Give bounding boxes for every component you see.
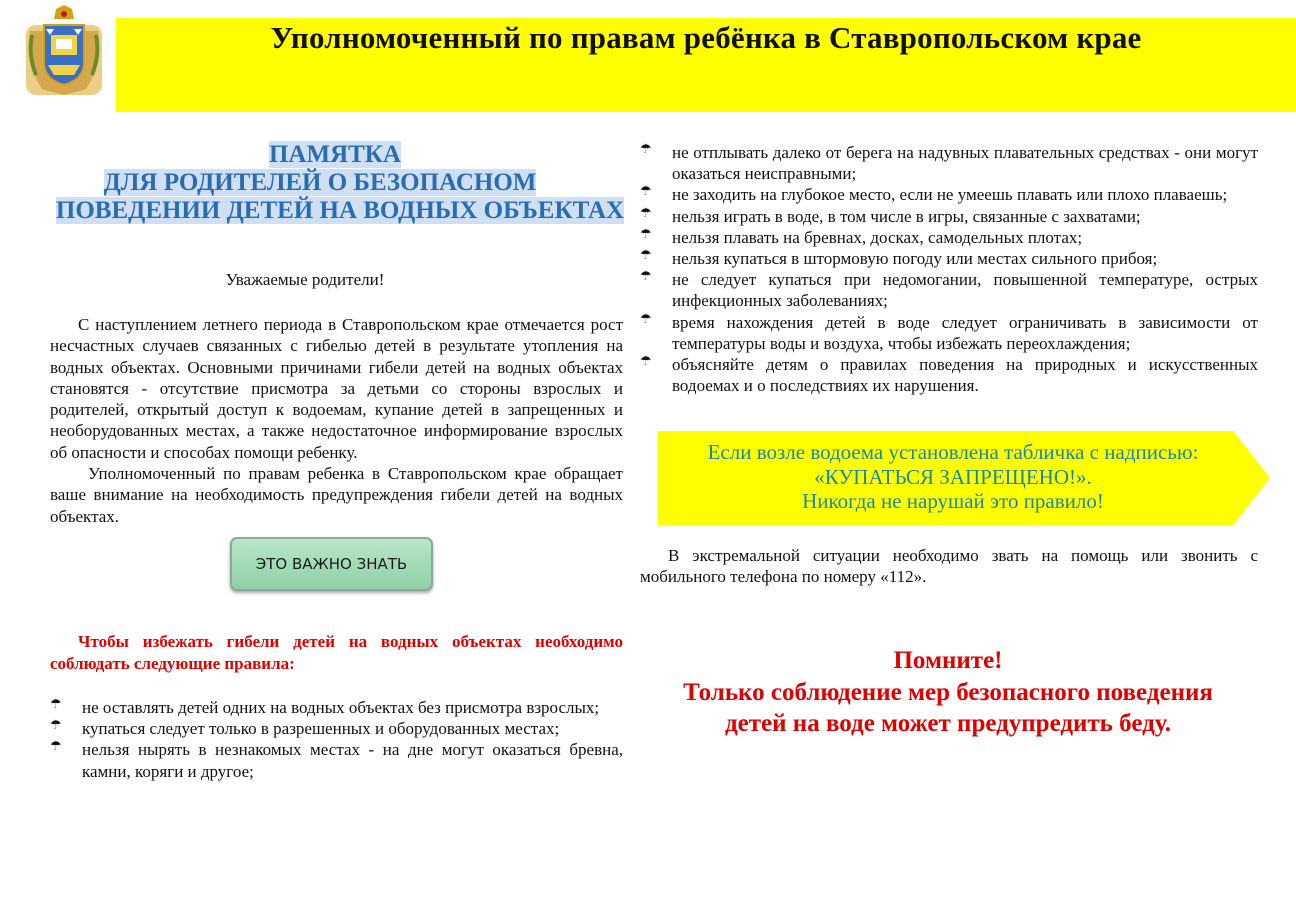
umbrella-bullet-icon: ☂	[640, 226, 652, 242]
list-item	[640, 206, 1258, 227]
list-item	[50, 739, 623, 781]
rule-text: нельзя плавать на бревнах, досках, самодельных плотах;	[672, 227, 1083, 247]
intro-paragraph: С наступлением летнего периода в Ставропольском крае отмечается рост несчастных случаев связанных с гибелью детей в результате утопления на водных объектах. Основными причинами гибели детей на водных объектах становятся - отсутствие присмотра за детьми со стороны взрослых и родителей, открытый доступ к водоемам, купание детей в запрещенных и необорудованных местах, а также недостаточное информирование взрослых об опасности и способах помощи ребенку.	[50, 315, 623, 462]
umbrella-bullet-icon: ☂	[640, 205, 652, 221]
important-to-know-button[interactable]: ЭТО ВАЖНО ЗНАТЬ	[230, 537, 433, 591]
list-item	[640, 354, 1258, 396]
list-item	[50, 697, 623, 718]
emergency-paragraph: В экстремальной ситуации необходимо звать на помощь или звонить с мобильного телефона по номеру «112».	[640, 546, 1258, 587]
list-item	[640, 227, 1258, 248]
rules-list-right	[640, 142, 1258, 396]
list-item	[640, 142, 1258, 184]
rule-text: не заходить на глубокое место, если не умеешь плавать или плохо плаваешь;	[672, 185, 1228, 205]
rule-text: объясняйте детям о правилах поведения на природных и искусственных водоемах и о последствиях их нарушения.	[672, 355, 1258, 396]
rule-text: не отплывать далеко от берега на надувных плавательных средствах - они могут оказаться неисправными;	[672, 143, 1258, 184]
coat-of-arms-icon	[24, 5, 104, 97]
sign-line-2: «КУПАТЬСЯ ЗАПРЕЩЕНО!».	[814, 464, 1092, 489]
rule-text: не следует купаться при недомогании, повышенной температуре, острых инфекционных заболеваниях;	[672, 270, 1258, 311]
umbrella-bullet-icon: ☂	[50, 697, 62, 712]
remember-line-3: детей на воде может предупредить беду.	[725, 710, 1171, 737]
sign-line-3: Никогда не нарушай это правило!	[802, 489, 1104, 513]
remember-line-2: Только соблюдение мер безопасного поведения	[683, 678, 1213, 706]
list-item	[640, 312, 1258, 354]
umbrella-bullet-icon: ☂	[640, 142, 652, 157]
rule-text: нельзя нырять в незнакомых местах - на дне могут оказаться бревна, камни, коряги и другое;	[82, 740, 623, 781]
memo-title	[40, 141, 630, 225]
remember-line-1: Помните!	[893, 647, 1003, 674]
rule-text: время нахождения детей в воде следует ограничивать в зависимости от температуры воды и воздуха, чтобы избежать переохлаждения;	[672, 312, 1258, 353]
umbrella-bullet-icon: ☂	[640, 184, 652, 200]
rules-list-left	[50, 697, 623, 782]
list-item	[640, 269, 1258, 311]
memo-title-line-2: ДЛЯ РОДИТЕЛЕЙ О БЕЗОПАСНОМ	[103, 169, 537, 196]
umbrella-bullet-icon: ☂	[640, 311, 652, 327]
rule-text: купаться следует только в разрешенных и оборудованных местах;	[82, 719, 560, 739]
rules-intro: Чтобы избежать гибели детей на водных объектах необходимо соблюдать следующие правила:	[50, 632, 623, 673]
umbrella-bullet-icon: ☂	[640, 269, 652, 285]
memo-title-line-1: ПАМЯТКА	[268, 141, 401, 168]
umbrella-bullet-icon: ☂	[640, 248, 652, 264]
umbrella-bullet-icon: ☂	[50, 739, 62, 755]
list-item	[640, 248, 1258, 269]
page-title: Уполномоченный по правам ребёнка в Ставропольском крае	[270, 20, 1142, 55]
memo-title-line-3: ПОВЕДЕНИИ ДЕТЕЙ НА ВОДНЫХ ОБЪЕКТАХ	[55, 197, 625, 224]
list-item	[640, 184, 1258, 205]
ombudsman-paragraph: Уполномоченный по правам ребенка в Ставропольском крае обращает ваше внимание на необходимость предупреждения гибели детей на водных объектах.	[50, 464, 623, 526]
rule-text: не оставлять детей одних на водных объектах без присмотра взрослых;	[82, 698, 600, 717]
umbrella-bullet-icon: ☂	[50, 718, 62, 734]
umbrella-bullet-icon: ☂	[640, 354, 652, 370]
rule-text: нельзя купаться в штормовую погоду или местах сильного прибоя;	[672, 249, 1158, 269]
remember-callout	[640, 645, 1256, 740]
sign-line-1: Если возле водоема установлена табличка с надписью:	[707, 440, 1199, 464]
greeting: Уважаемые родители!	[225, 270, 385, 289]
warning-sign-text	[658, 440, 1248, 514]
list-item	[50, 718, 623, 739]
rule-text: нельзя играть в воде, в том числе в игры, связанные с захватами;	[672, 206, 1141, 226]
